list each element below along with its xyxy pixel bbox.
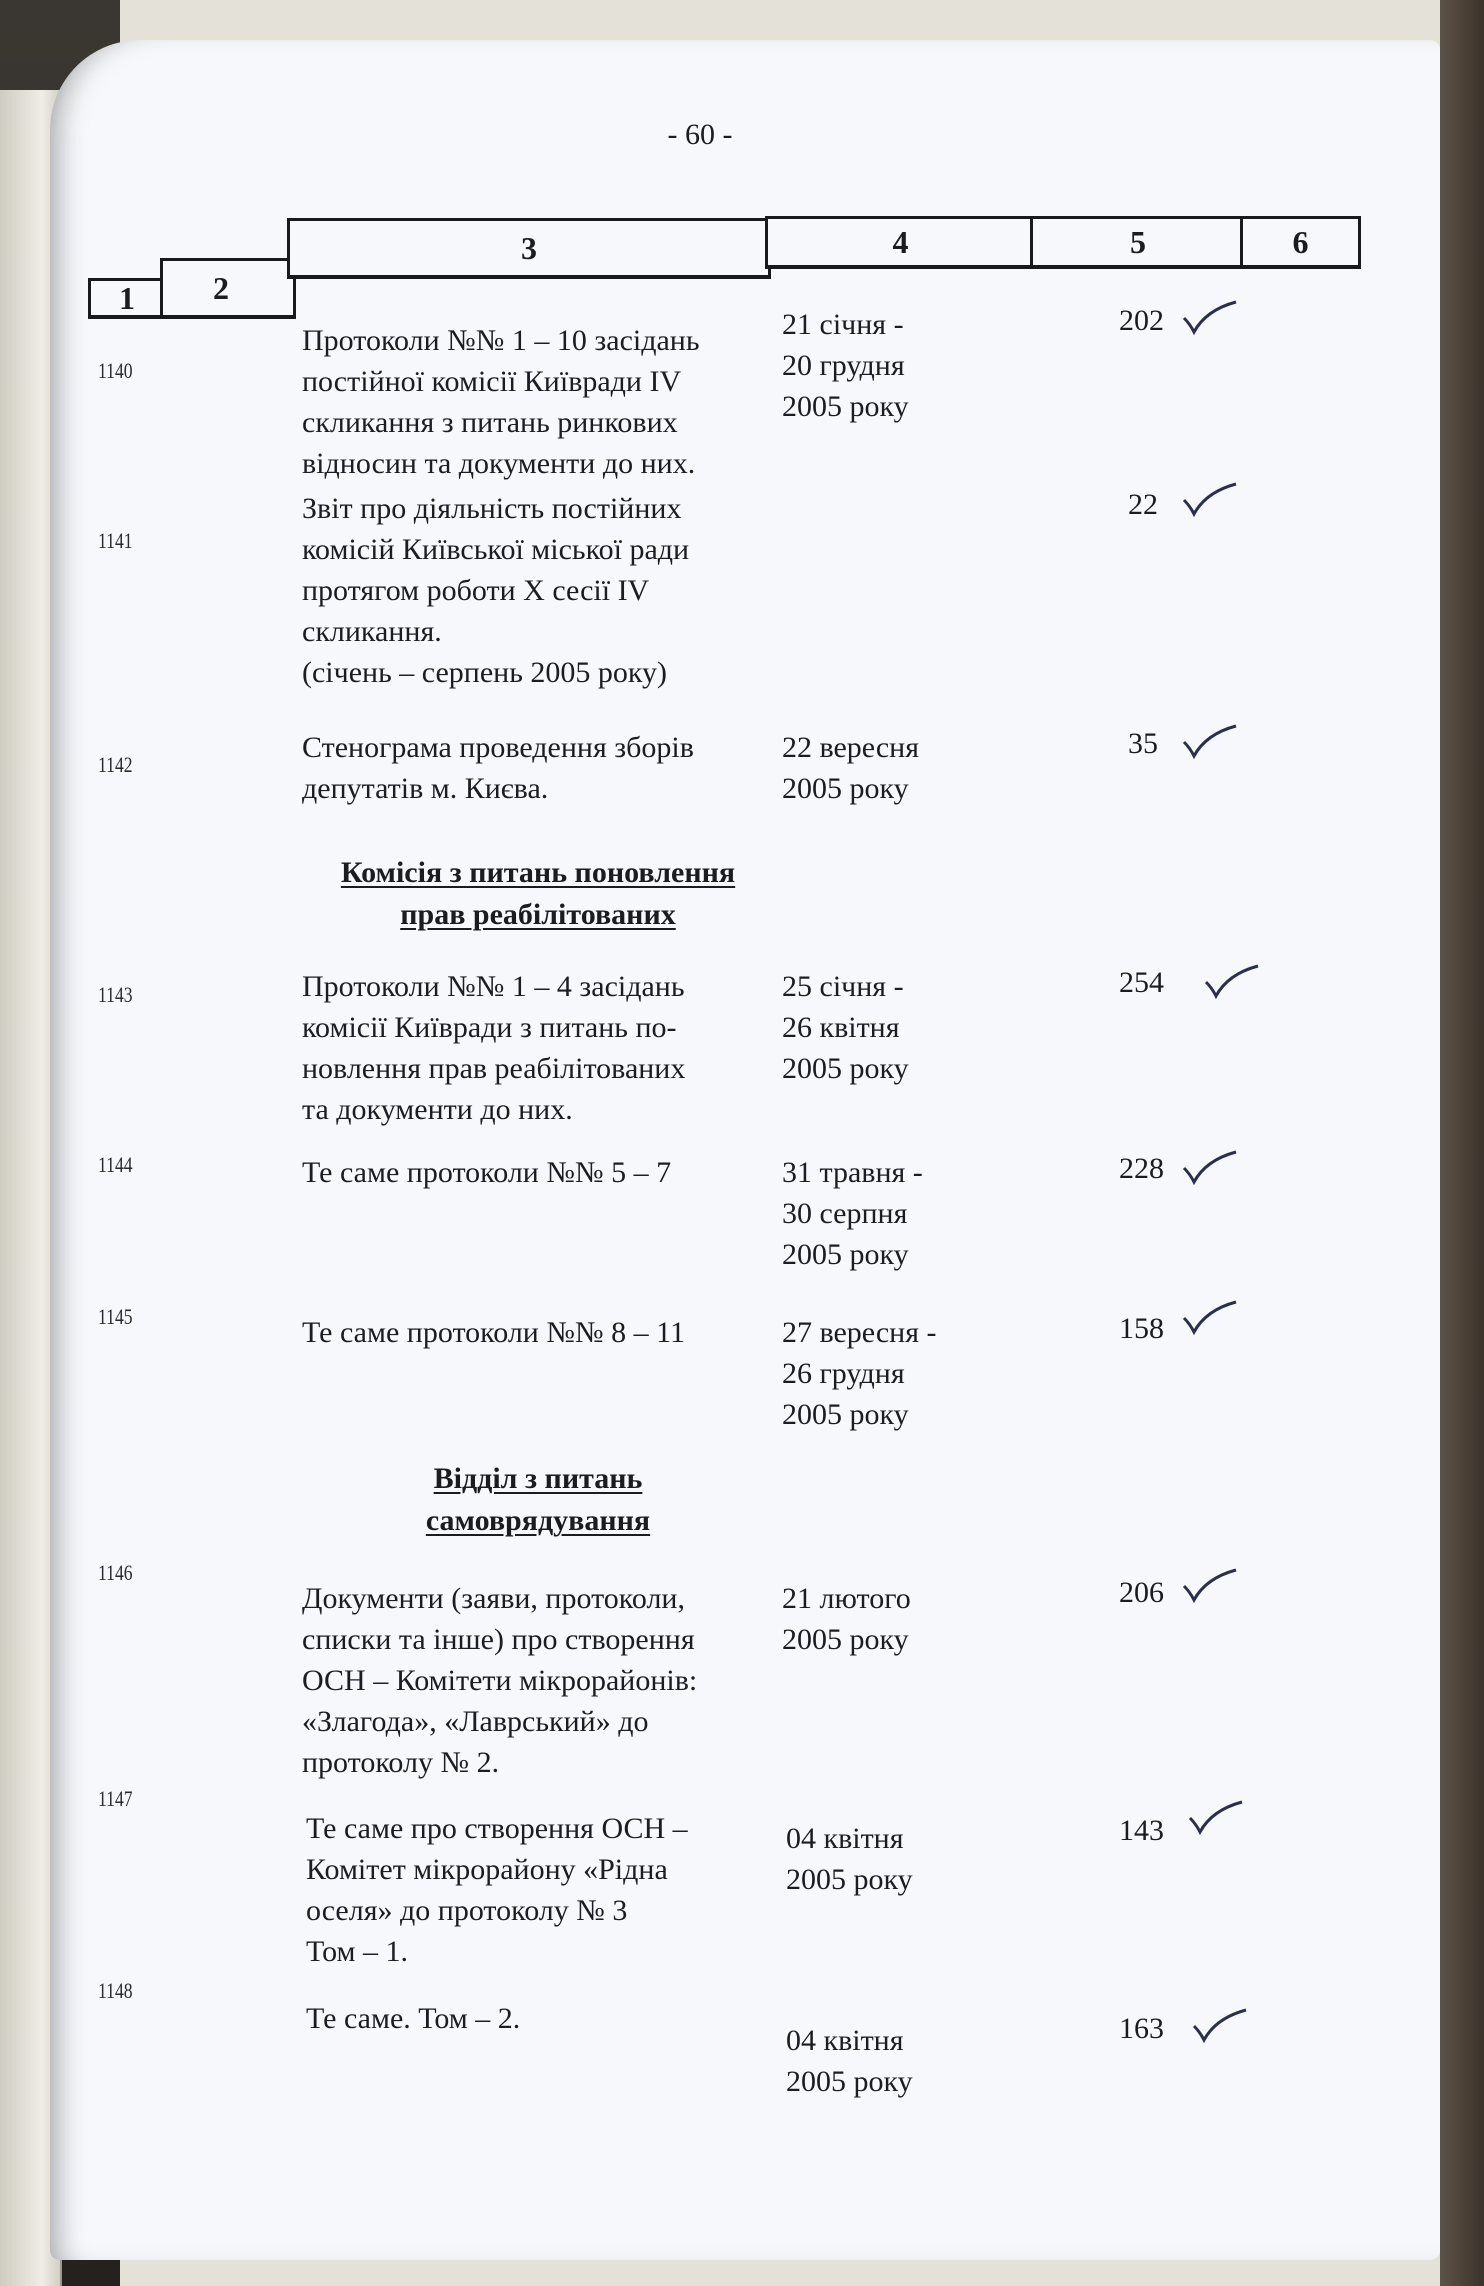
binder-edge bbox=[1440, 0, 1484, 2286]
row-index: 1145 bbox=[98, 1304, 133, 1329]
row-count: 143 bbox=[1119, 1814, 1164, 1847]
checkmark-icon bbox=[1186, 1798, 1246, 1838]
checkmark-icon bbox=[1180, 298, 1240, 338]
row-count: 228 bbox=[1119, 1152, 1164, 1185]
row-date: 04 квітня 2005 року bbox=[786, 2024, 913, 2098]
column-header-3: 3 bbox=[287, 218, 771, 279]
row-date: 21 лютого 2005 року bbox=[782, 1582, 911, 1656]
row-index: 1148 bbox=[98, 1978, 133, 2003]
page-number: - 60 - bbox=[667, 118, 733, 151]
row-title: Документи (заяви, протоколи, списки та інше) про створення ОСН – Комітети мікрорайонів: «Злагода», «Лаврський» до протоколу № 2. bbox=[302, 1582, 698, 1779]
checkmark-icon bbox=[1190, 2006, 1250, 2046]
checkmark-icon bbox=[1180, 1298, 1240, 1338]
row-count: 163 bbox=[1119, 2012, 1164, 2045]
row-title: Те саме. Том – 2. bbox=[306, 2002, 521, 2035]
row-count: 254 bbox=[1119, 966, 1164, 999]
row-date: 25 січня - 26 квітня 2005 року bbox=[782, 970, 909, 1085]
row-title: Те саме протоколи №№ 8 – 11 bbox=[302, 1316, 685, 1349]
checkmark-icon bbox=[1180, 1148, 1240, 1188]
row-index: 1141 bbox=[98, 528, 133, 553]
row-date: 27 вересня - 26 грудня 2005 року bbox=[782, 1316, 937, 1431]
checkmark-icon bbox=[1180, 722, 1240, 762]
row-title: Те саме протоколи №№ 5 – 7 bbox=[302, 1156, 672, 1189]
row-index: 1143 bbox=[98, 982, 133, 1007]
row-count: 202 bbox=[1119, 304, 1164, 337]
row-index: 1146 bbox=[98, 1560, 133, 1585]
row-title: Звіт про діяльність постійних комісій Київської міської ради протягом роботи X сесії IV скликання. (січень – серпень 2005 року) bbox=[302, 492, 690, 689]
row-index: 1144 bbox=[98, 1152, 133, 1177]
column-header-2: 2 bbox=[160, 258, 296, 319]
row-index: 1147 bbox=[98, 1786, 133, 1811]
checkmark-icon bbox=[1180, 480, 1240, 520]
checkmark-icon bbox=[1180, 1566, 1240, 1606]
row-count: 158 bbox=[1119, 1312, 1164, 1345]
row-date: 31 травня - 30 серпня 2005 року bbox=[782, 1156, 923, 1271]
row-title: Протоколи №№ 1 – 4 засідань комісії Київради з питань по- новлення прав реабілітованих та документи до них. bbox=[302, 970, 686, 1126]
section-heading: Відділ з питань самоврядування bbox=[425, 1462, 651, 1537]
row-date: 21 січня - 20 грудня 2005 року bbox=[782, 308, 909, 423]
row-count: 35 bbox=[1128, 727, 1158, 760]
section-heading: Комісія з питань поновлення прав реабілітованих bbox=[340, 856, 736, 931]
row-index: 1140 bbox=[98, 358, 133, 383]
column-header-6: 6 bbox=[1240, 216, 1361, 269]
column-header-5: 5 bbox=[1030, 216, 1246, 269]
column-header-1: 1 bbox=[88, 278, 166, 319]
row-count: 22 bbox=[1128, 488, 1158, 521]
checkmark-icon bbox=[1202, 962, 1262, 1002]
row-date: 04 квітня 2005 року bbox=[786, 1822, 913, 1896]
column-header-4: 4 bbox=[765, 216, 1036, 269]
row-title: Стенограма проведення зборів депутатів м. Києва. bbox=[302, 731, 694, 805]
row-index: 1142 bbox=[98, 752, 133, 777]
row-count: 206 bbox=[1119, 1576, 1164, 1609]
row-date: 22 вересня 2005 року bbox=[782, 731, 920, 805]
row-title: Те саме про створення ОСН – Комітет мікрорайону «Рідна оселя» до протоколу № 3 Том – 1. bbox=[306, 1812, 688, 1968]
row-title: Протоколи №№ 1 – 10 засідань постійної комісії Київради IV скликання з питань ринкових відносин та документи до них. bbox=[302, 324, 700, 480]
